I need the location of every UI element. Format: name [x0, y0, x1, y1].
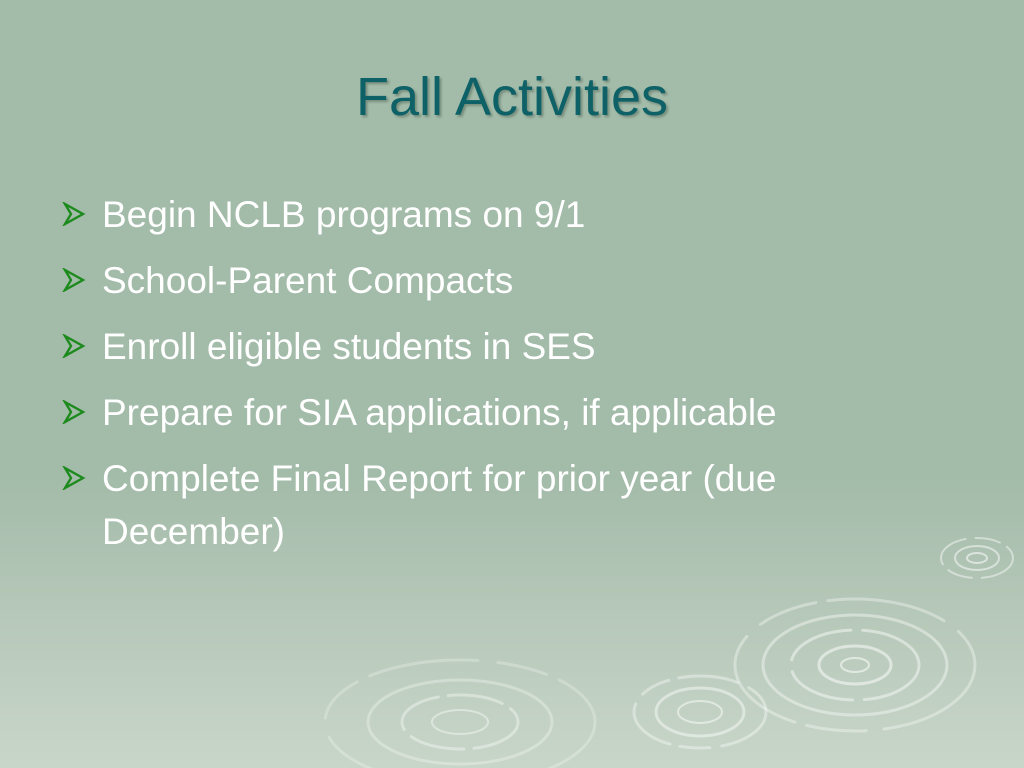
bullet-text: Complete Final Report for prior year (due December): [102, 458, 777, 552]
bullet-item: [62, 386, 962, 439]
bullet-list: [62, 188, 962, 571]
bullet-item: [62, 188, 962, 241]
bullet-text: Prepare for SIA applications, if applicable: [102, 392, 777, 433]
bullet-item: [62, 452, 962, 558]
arrowhead-bullet-icon: [62, 334, 86, 358]
bullet-item: [62, 254, 962, 307]
arrowhead-bullet-icon: [62, 202, 86, 226]
bullet-item: [62, 320, 962, 373]
bullet-text: Enroll eligible students in SES: [102, 326, 596, 367]
arrowhead-bullet-icon: [62, 268, 86, 292]
bullet-text: Begin NCLB programs on 9/1: [102, 194, 586, 235]
bullet-text: School-Parent Compacts: [102, 260, 514, 301]
arrowhead-bullet-icon: [62, 400, 86, 424]
slide-title: Fall Activities: [355, 67, 669, 127]
arrowhead-bullet-icon: [62, 466, 86, 490]
